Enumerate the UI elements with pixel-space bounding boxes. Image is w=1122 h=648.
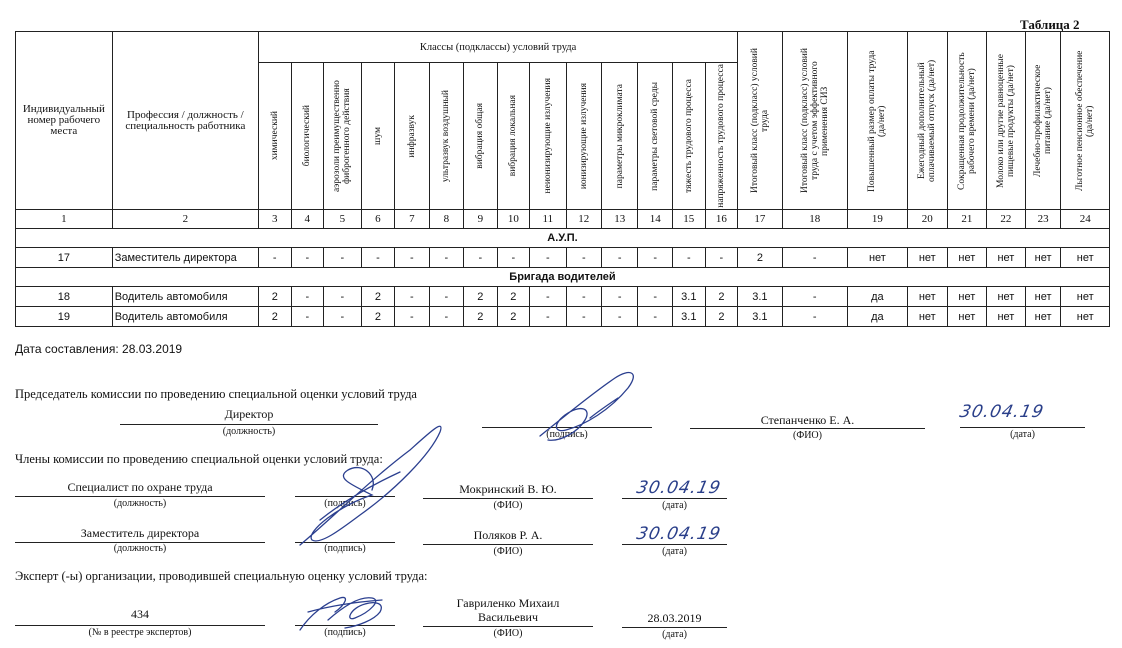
table-cell: - — [291, 248, 324, 268]
factor-header: ионизирующие излучения — [566, 63, 601, 210]
column-number: 2 — [112, 210, 258, 229]
table-cell: нет — [1061, 287, 1110, 307]
table-cell: 3.1 — [738, 307, 782, 327]
caption-fio: (ФИО) — [493, 546, 523, 557]
header-pension: Льготное пенсионное обеспечение (да/нет) — [1061, 32, 1110, 210]
factor-header: ультразвук воздушный — [429, 63, 463, 210]
factor-header: шум — [361, 63, 395, 210]
factor-header: химический — [259, 63, 292, 210]
table-cell: 19 — [16, 307, 113, 327]
table-cell: - — [429, 307, 463, 327]
member-fio: Мокринский В. Ю. — [459, 482, 557, 496]
table-cell: 3.1 — [672, 287, 705, 307]
column-number: 24 — [1061, 210, 1110, 229]
header-reduced-hours: Сокращенная продолжительность рабочего времени (да/нет) — [947, 32, 987, 210]
table-cell: - — [395, 287, 429, 307]
column-number: 11 — [530, 210, 566, 229]
caption-signature: (подпись) — [546, 429, 588, 440]
date-compiled-value: 28.03.2019 — [122, 342, 183, 356]
table-cell: 2 — [464, 287, 498, 307]
expert-fio-line2: Васильевич — [478, 610, 538, 624]
table-cell: 2 — [738, 248, 782, 268]
table-cell: нет — [947, 248, 987, 268]
table-cell: - — [259, 248, 292, 268]
table-cell: - — [395, 307, 429, 327]
table-cell: - — [530, 248, 566, 268]
caption-date: (дата) — [662, 546, 687, 557]
expert-signature — [300, 597, 382, 630]
column-number: 10 — [497, 210, 530, 229]
header-classes-group: Классы (подклассы) условий труда — [259, 32, 738, 63]
column-number: 7 — [395, 210, 429, 229]
table-cell: 2 — [497, 287, 530, 307]
member-position: Заместитель директора — [80, 526, 200, 540]
table-cell: - — [782, 248, 847, 268]
table-cell: - — [291, 287, 324, 307]
caption-fio: (ФИО) — [493, 628, 523, 639]
member1-signature — [300, 426, 441, 545]
table-cell: нет — [987, 307, 1026, 327]
caption-registry: (№ в реестре экспертов) — [88, 627, 192, 638]
table-cell: - — [638, 287, 673, 307]
table-cell: нет — [1025, 307, 1061, 327]
factor-header: вибрация локальная — [497, 63, 530, 210]
table-cell: Заместитель директора — [112, 248, 258, 268]
header-milk: Молоко или другие равноценные пищевые продукты (да/нет) — [987, 32, 1026, 210]
header-profession: Профессия / должность / специальность работника — [112, 32, 258, 210]
caption-position: (должность) — [222, 426, 276, 437]
member-date: 30.04.19 — [634, 524, 723, 544]
table-cell: - — [566, 287, 601, 307]
table-cell: нет — [947, 307, 987, 327]
header-workplace-number: Индивидуальный номер рабочего места — [16, 32, 113, 210]
caption-position: (должность) — [113, 498, 167, 509]
table-cell: нет — [907, 248, 947, 268]
column-number: 9 — [464, 210, 498, 229]
chairman-fio: Степанченко Е. А. — [760, 413, 855, 427]
chairman-position: Директор — [224, 407, 274, 421]
table-cell: 3.1 — [738, 287, 782, 307]
table-cell: нет — [847, 248, 907, 268]
member-date: 30.04.19 — [634, 478, 723, 498]
table-cell: 3.1 — [672, 307, 705, 327]
table-cell: 2 — [497, 307, 530, 327]
table-cell: - — [638, 307, 673, 327]
column-number: 15 — [672, 210, 705, 229]
column-number: 23 — [1025, 210, 1061, 229]
column-number: 21 — [947, 210, 987, 229]
factor-header: вибрация общая — [464, 63, 498, 210]
table-cell: 17 — [16, 248, 113, 268]
column-number: 22 — [987, 210, 1026, 229]
header-increased-pay: Повышенный размер оплаты труда (да/нет) — [847, 32, 907, 210]
table-cell: Водитель автомобиля — [112, 287, 258, 307]
table-cell: 2 — [259, 287, 292, 307]
factor-header: параметры микроклимата — [602, 63, 638, 210]
chairman-date: 30.04.19 — [957, 402, 1046, 422]
table-cell: - — [566, 248, 601, 268]
table-cell: - — [705, 248, 738, 268]
column-number: 6 — [361, 210, 395, 229]
table-cell: - — [602, 307, 638, 327]
table-cell: да — [847, 307, 907, 327]
table-cell: - — [497, 248, 530, 268]
table-cell: 2 — [705, 287, 738, 307]
column-number: 12 — [566, 210, 601, 229]
column-number: 20 — [907, 210, 947, 229]
table-cell: - — [530, 287, 566, 307]
column-number: 3 — [259, 210, 292, 229]
chairman-heading: Председатель комиссии по проведению специальной оценки условий труда — [15, 387, 417, 401]
column-number: 1 — [16, 210, 113, 229]
table-cell: нет — [987, 248, 1026, 268]
table-cell: Водитель автомобиля — [112, 307, 258, 327]
table-cell: 2 — [705, 307, 738, 327]
factor-header: неионизирующие излучения — [530, 63, 566, 210]
table-cell: - — [429, 287, 463, 307]
column-number: 14 — [638, 210, 673, 229]
table-cell: нет — [907, 287, 947, 307]
date-compiled-label: Дата составления: — [15, 342, 119, 356]
section-title: А.У.П. — [16, 229, 1110, 248]
expert-reg-number: 434 — [131, 607, 149, 621]
table-cell: нет — [1061, 307, 1110, 327]
caption-signature: (подпись) — [324, 627, 366, 638]
caption-date: (дата) — [662, 629, 687, 640]
table-cell: да — [847, 287, 907, 307]
header-extra-leave: Ежегодный дополнительный оплачиваемый отпуск (да/нет) — [907, 32, 947, 210]
table-cell: нет — [947, 287, 987, 307]
factor-header: параметры световой среды — [638, 63, 673, 210]
caption-date: (дата) — [1010, 429, 1035, 440]
table-cell: - — [638, 248, 673, 268]
caption-signature: (подпись) — [324, 543, 366, 554]
table-cell: 2 — [259, 307, 292, 327]
table-cell: - — [324, 307, 362, 327]
column-number: 13 — [602, 210, 638, 229]
column-number: 16 — [705, 210, 738, 229]
factor-header: тяжесть трудового процесса — [672, 63, 705, 210]
caption-fio: (ФИО) — [493, 500, 523, 511]
table-cell: - — [602, 287, 638, 307]
table-cell: - — [782, 287, 847, 307]
table-cell: 18 — [16, 287, 113, 307]
header-therapeutic-food: Лечебно-профилактическое питание (да/нет) — [1025, 32, 1061, 210]
factor-header: биологический — [291, 63, 324, 210]
header-final-class: Итоговый класс (подкласс) условий труда — [738, 32, 782, 210]
table-cell: 2 — [464, 307, 498, 327]
header-final-class-siz: Итоговый класс (подкласс) условий труда с учетом эффективного применения СИЗ — [782, 32, 847, 210]
table-cell: 2 — [361, 287, 395, 307]
table-cell: - — [361, 248, 395, 268]
table-cell: 2 — [361, 307, 395, 327]
table-cell: - — [429, 248, 463, 268]
caption-signature: (подпись) — [324, 498, 366, 509]
member-fio: Поляков Р. А. — [473, 528, 543, 542]
table-cell: - — [324, 287, 362, 307]
table-cell: - — [566, 307, 601, 327]
table-cell: - — [602, 248, 638, 268]
caption-fio: (ФИО) — [792, 430, 822, 441]
column-number: 8 — [429, 210, 463, 229]
column-number: 4 — [291, 210, 324, 229]
table-cell: - — [530, 307, 566, 327]
factor-header: инфразвук — [395, 63, 429, 210]
table-cell: нет — [1061, 248, 1110, 268]
expert-heading: Эксперт (-ы) организации, проводившей специальную оценку условий труда: — [15, 569, 428, 583]
members-heading: Члены комиссии по проведению специальной оценки условий труда: — [15, 452, 383, 466]
table-cell: - — [782, 307, 847, 327]
caption-position: (должность) — [113, 543, 167, 554]
section-title: Бригада водителей — [16, 268, 1110, 287]
column-number: 5 — [324, 210, 362, 229]
factor-header: напряженность трудового процесса — [705, 63, 738, 210]
column-number: 18 — [782, 210, 847, 229]
member-position: Специалист по охране труда — [67, 480, 213, 494]
table-cell: - — [324, 248, 362, 268]
expert-fio-line1: Гавриленко Михаил — [456, 596, 560, 610]
table-cell: - — [291, 307, 324, 327]
table-cell: нет — [907, 307, 947, 327]
expert-date: 28.03.2019 — [647, 611, 702, 625]
table-cell: нет — [1025, 287, 1061, 307]
table-cell: - — [672, 248, 705, 268]
column-number: 19 — [847, 210, 907, 229]
table-cell: - — [464, 248, 498, 268]
column-number: 17 — [738, 210, 782, 229]
caption-date: (дата) — [662, 500, 687, 511]
factor-header: аэрозоли преимущественно фиброгенного действия — [324, 63, 362, 210]
table-cell: нет — [987, 287, 1026, 307]
table-cell: - — [395, 248, 429, 268]
table-label: Таблица 2 — [1020, 17, 1080, 32]
table-cell: нет — [1025, 248, 1061, 268]
chairman-signature — [540, 373, 633, 441]
